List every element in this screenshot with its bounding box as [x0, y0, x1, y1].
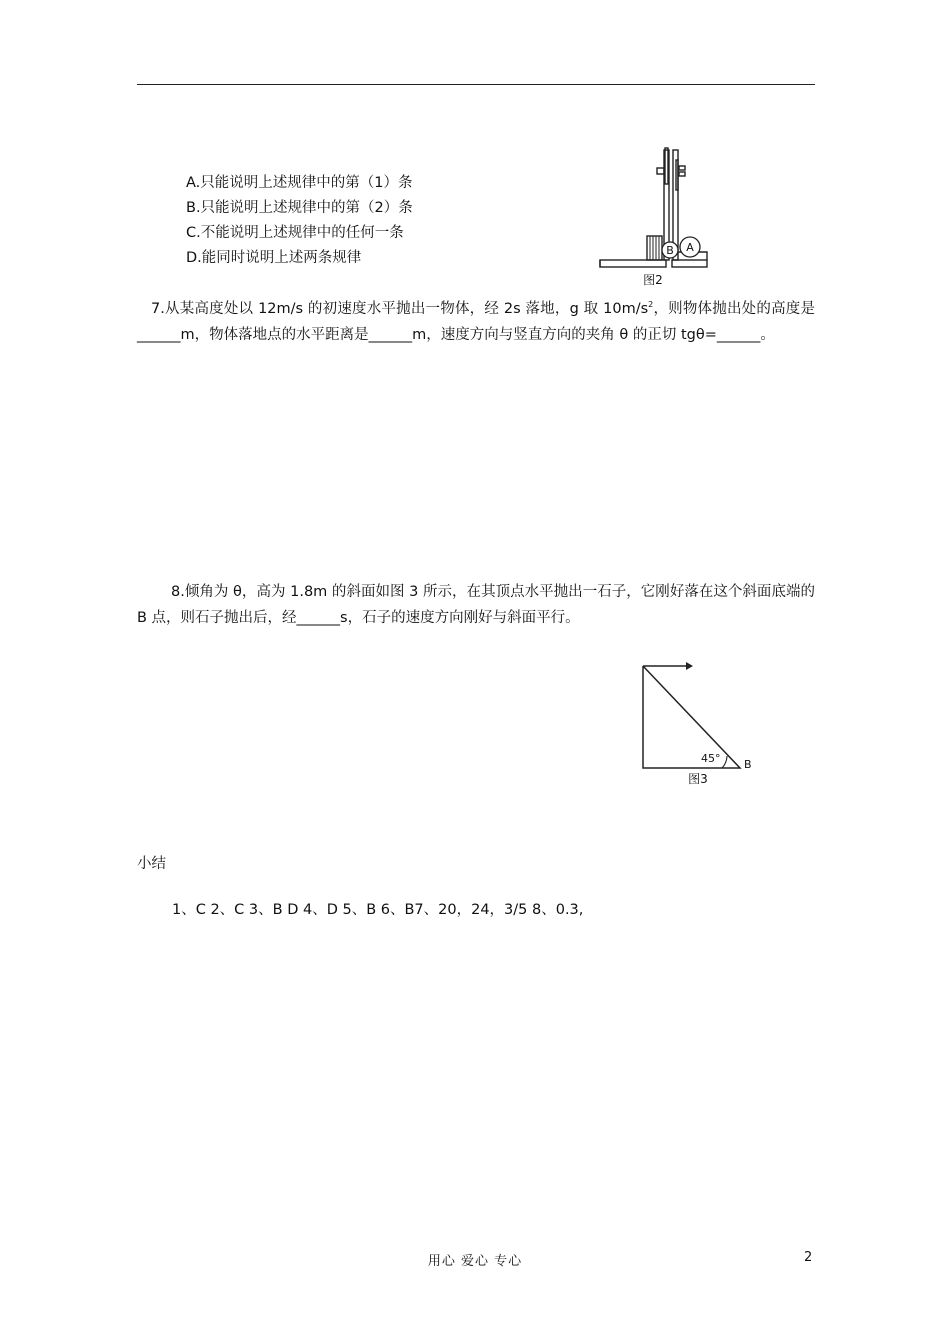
ball-b-label: B	[666, 244, 674, 257]
page-number: 2	[804, 1250, 813, 1265]
ball-a-label: A	[686, 241, 694, 254]
angle-label: 45°	[701, 752, 721, 765]
question-7-text-2: ，则物体抛出处的高度是______m，物体落地点的水平距离是______m，速度方向与竖直方向的夹角 θ 的正切 tgθ=______。	[137, 301, 815, 343]
summary-title: 小结	[137, 856, 166, 872]
point-b-label: B	[744, 758, 752, 771]
question-7-superscript: 2	[648, 300, 654, 309]
answer-key: 1、C 2、C 3、B D 4、D 5、B 6、B7、20，24，3/5 8、0.3,	[172, 902, 584, 918]
option-d: D.能同时说明上述两条规律	[186, 250, 362, 266]
arrow-icon	[686, 662, 693, 670]
figure-3-caption: 图3	[688, 772, 708, 786]
figure-2-caption: 图2	[643, 273, 663, 287]
option-c: C.不能说明上述规律中的任何一条	[186, 225, 404, 241]
figure-2	[596, 146, 712, 288]
question-7	[137, 292, 815, 348]
header-rule	[137, 84, 815, 85]
question-8-text: 8.倾角为 θ，高为 1.8m 的斜面如图 3 所示，在其顶点水平抛出一石子，它刚好落在这个斜面底端的 B 点，则石子抛出后，经______s，石子的速度方向刚好与斜面平行。	[137, 584, 815, 626]
option-b: B.只能说明上述规律中的第（2）条	[186, 200, 413, 216]
question-7-text-1: 7.从某高度处以 12m/s 的初速度水平抛出一物体，经 2s 落地，g 取 10m/s	[151, 301, 649, 317]
question-8	[137, 579, 815, 631]
figure-3	[636, 658, 766, 788]
option-a: A.只能说明上述规律中的第（1）条	[186, 175, 413, 191]
footer-text: 用心 爱心 专心	[427, 1254, 523, 1269]
